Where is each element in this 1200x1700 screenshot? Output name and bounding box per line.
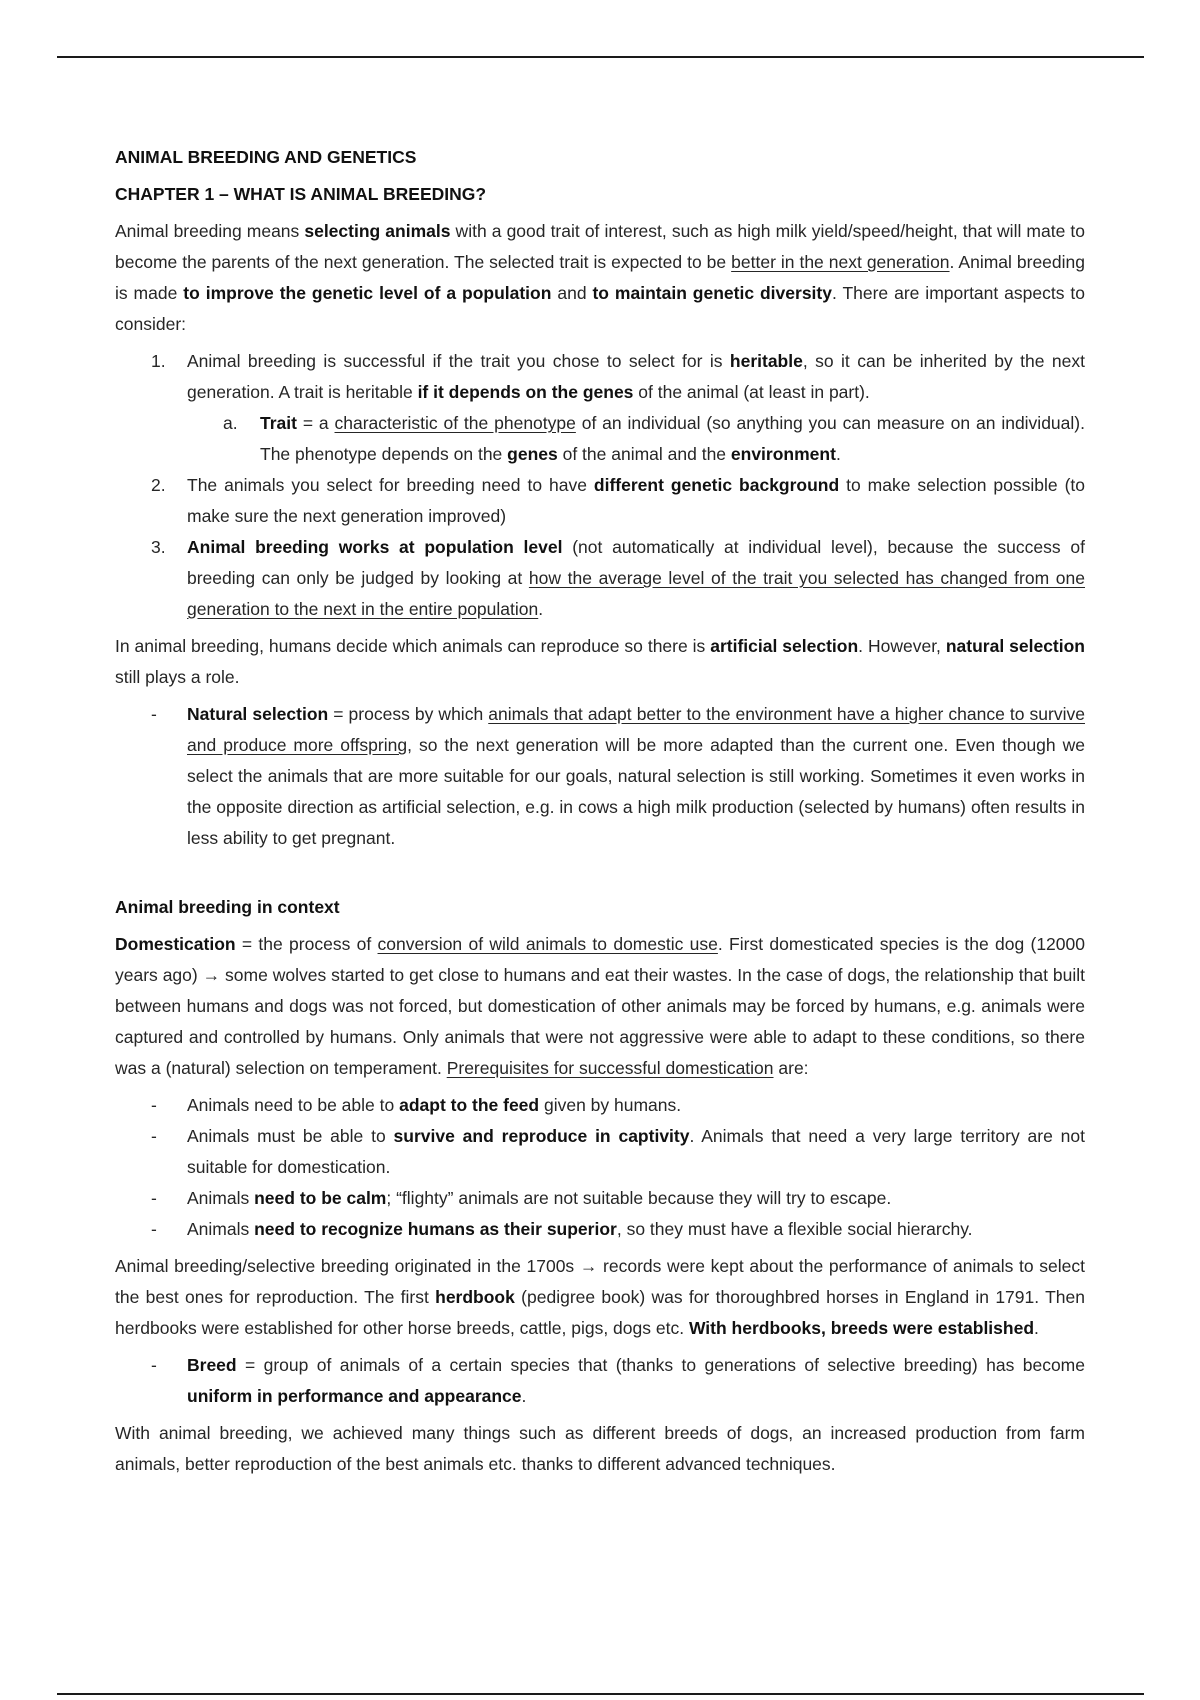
- document-title: ANIMAL BREEDING AND GENETICS: [115, 147, 417, 167]
- footer-rule: [57, 1693, 1144, 1695]
- prereq-item: - Animals must be able to survive and reproduce in captivity. Animals that need a very large territory are not suitable for domestication.: [151, 1126, 1086, 1177]
- prereq-item: - Animals need to recognize humans as their superior, so they must have a flexible social hierarchy.: [151, 1219, 973, 1239]
- prereq-item: - Animals need to be able to adapt to the feed given by humans.: [151, 1095, 682, 1115]
- header-rule: [57, 56, 1144, 58]
- natural-selection-item: - Natural selection = process by which animals that adapt better to the environment have a higher chance to survive and produce more offspring, so the next generation will be more adapted than the current one. Even though we select the animals that are more suitable for our goals, natural selection is still working. Sometimes it even works in the opposite direction as artificial selection, e.g. in cows a high milk production (selected by humans) often results in less ability to get pregnant.: [151, 704, 1085, 848]
- chapter-heading: CHAPTER 1 – WHAT IS ANIMAL BREEDING?: [115, 184, 487, 204]
- intro-paragraph: Animal breeding means selecting animals with a good trait of interest, such as high milk yield/speed/height, that will mate to become the parents of the next generation. The selected trait is expected to be better in the next generation. Animal breeding is made to improve the genetic level of a population and to maintain genetic diversity. There are important aspects to consider:: [115, 221, 1086, 334]
- arrow-icon: →: [579, 1256, 598, 1276]
- section-heading-context: Animal breeding in context: [115, 897, 340, 917]
- list-item-3: 3. Animal breeding works at population level (not automatically at individual level), because the success of breeding can only be judged by looking at how the average level of the trait you selected has changed from one generation to the next in the entire population.: [151, 537, 1085, 619]
- document-body: [115, 142, 1085, 1480]
- selection-paragraph: In animal breeding, humans decide which animals can reproduce so there is artificial selection. However, natural selection still plays a role.: [115, 636, 1086, 687]
- list-item-1: 1. Animal breeding is successful if the trait you chose to select for is heritable, so it can be inherited by the next generation. A trait is heritable if it depends on the genes of the animal (at least in part).: [151, 351, 1085, 402]
- list-item-2: 2. The animals you select for breeding need to have different genetic background to make selection possible (to make sure the next generation improved): [151, 475, 1086, 526]
- herdbook-paragraph: Animal breeding/selective breeding originated in the 1700s → records were kept about the performance of animals to select the best ones for reproduction. The first herdbook (pedigree book) was for thoroughbred horses in England in 1791. Then herdbooks were established for other horse breeds, cattle, pigs, dogs etc. With herdbooks, breeds were established.: [115, 1256, 1085, 1338]
- breed-item: - Breed = group of animals of a certain species that (thanks to generations of selective breeding) has become uniform in performance and appearance.: [151, 1355, 1085, 1406]
- list-item-1a: a. Trait = a characteristic of the phenotype of an individual (so anything you can measure on an individual). The phenotype depends on the genes of the animal and the environment.: [223, 413, 1085, 464]
- closing-paragraph: With animal breeding, we achieved many things such as different breeds of dogs, an increased production from farm animals, better reproduction of the best animals etc. thanks to different advanced techniques.: [115, 1423, 1085, 1474]
- domestication-paragraph: Domestication = the process of conversion of wild animals to domestic use. First domesticated species is the dog (12000 years ago) → some wolves started to get close to humans and eat their wastes. In the case of dogs, the relationship that built between humans and dogs was not forced, but domestication of other animals may be forced by humans, e.g. animals were captured and controlled by humans. Only animals that were not aggressive were able to adapt to these conditions, so there was a (natural) selection on temperament. Prerequisites for successful domestication are:: [115, 934, 1085, 1078]
- prereq-item: - Animals need to be calm; “flighty” animals are not suitable because they will try to escape.: [151, 1188, 892, 1208]
- arrow-icon: →: [202, 965, 221, 985]
